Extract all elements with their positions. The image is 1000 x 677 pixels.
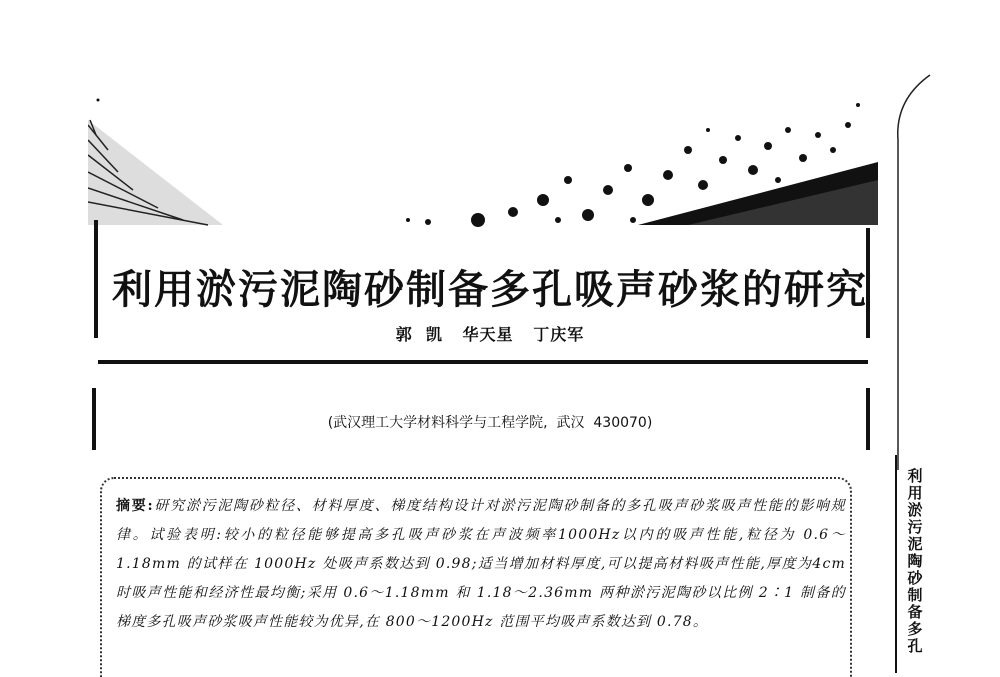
sidebar-rule [895,455,897,673]
affiliation: (武汉理工大学材料科学与工程学院, 武汉 430070) [327,415,653,431]
article-title: 利用淤污泥陶砂制备多孔吸声砂浆的研究 [112,267,868,313]
right-frame-bar-bottom [866,388,870,450]
abstract-label: 摘要: [116,498,154,514]
margin-curve-decoration [890,70,950,470]
left-frame-bar-top [94,220,98,338]
header-banner-art [88,80,878,230]
sidebar-vertical-title: 利用淤污泥陶砂制备多孔 [907,467,923,655]
author-list: 郭 凯 华天星 丁庆军 [395,325,585,344]
title-divider [98,360,868,364]
abstract-text: 研究淤污泥陶砂粒径、材料厚度、梯度结构设计对淤污泥陶砂制备的多孔吸声砂浆吸声性能的影响规律。试验表明:较小的粒径能够提高多孔吸声砂浆在声波频率1000Hz以内的吸声性能,粒径为 0.6～1.18mm 的试样在 1000Hz 处吸声系数达到 0.98;适当增加材料厚度,可以提高材料吸声性能,厚度为4cm时吸声性能和经济性最均衡;采用 0.6～1.18mm 和 1.18～2.36mm 两种淤污泥陶砂以比例 2∶1 制备的梯度多孔吸声砂浆吸声性能较为优异,在 800～1200Hz 范围平均吸声系数达到 0.78。 [116,498,846,630]
left-frame-bar-bottom [92,388,96,450]
abstract [116,492,846,637]
